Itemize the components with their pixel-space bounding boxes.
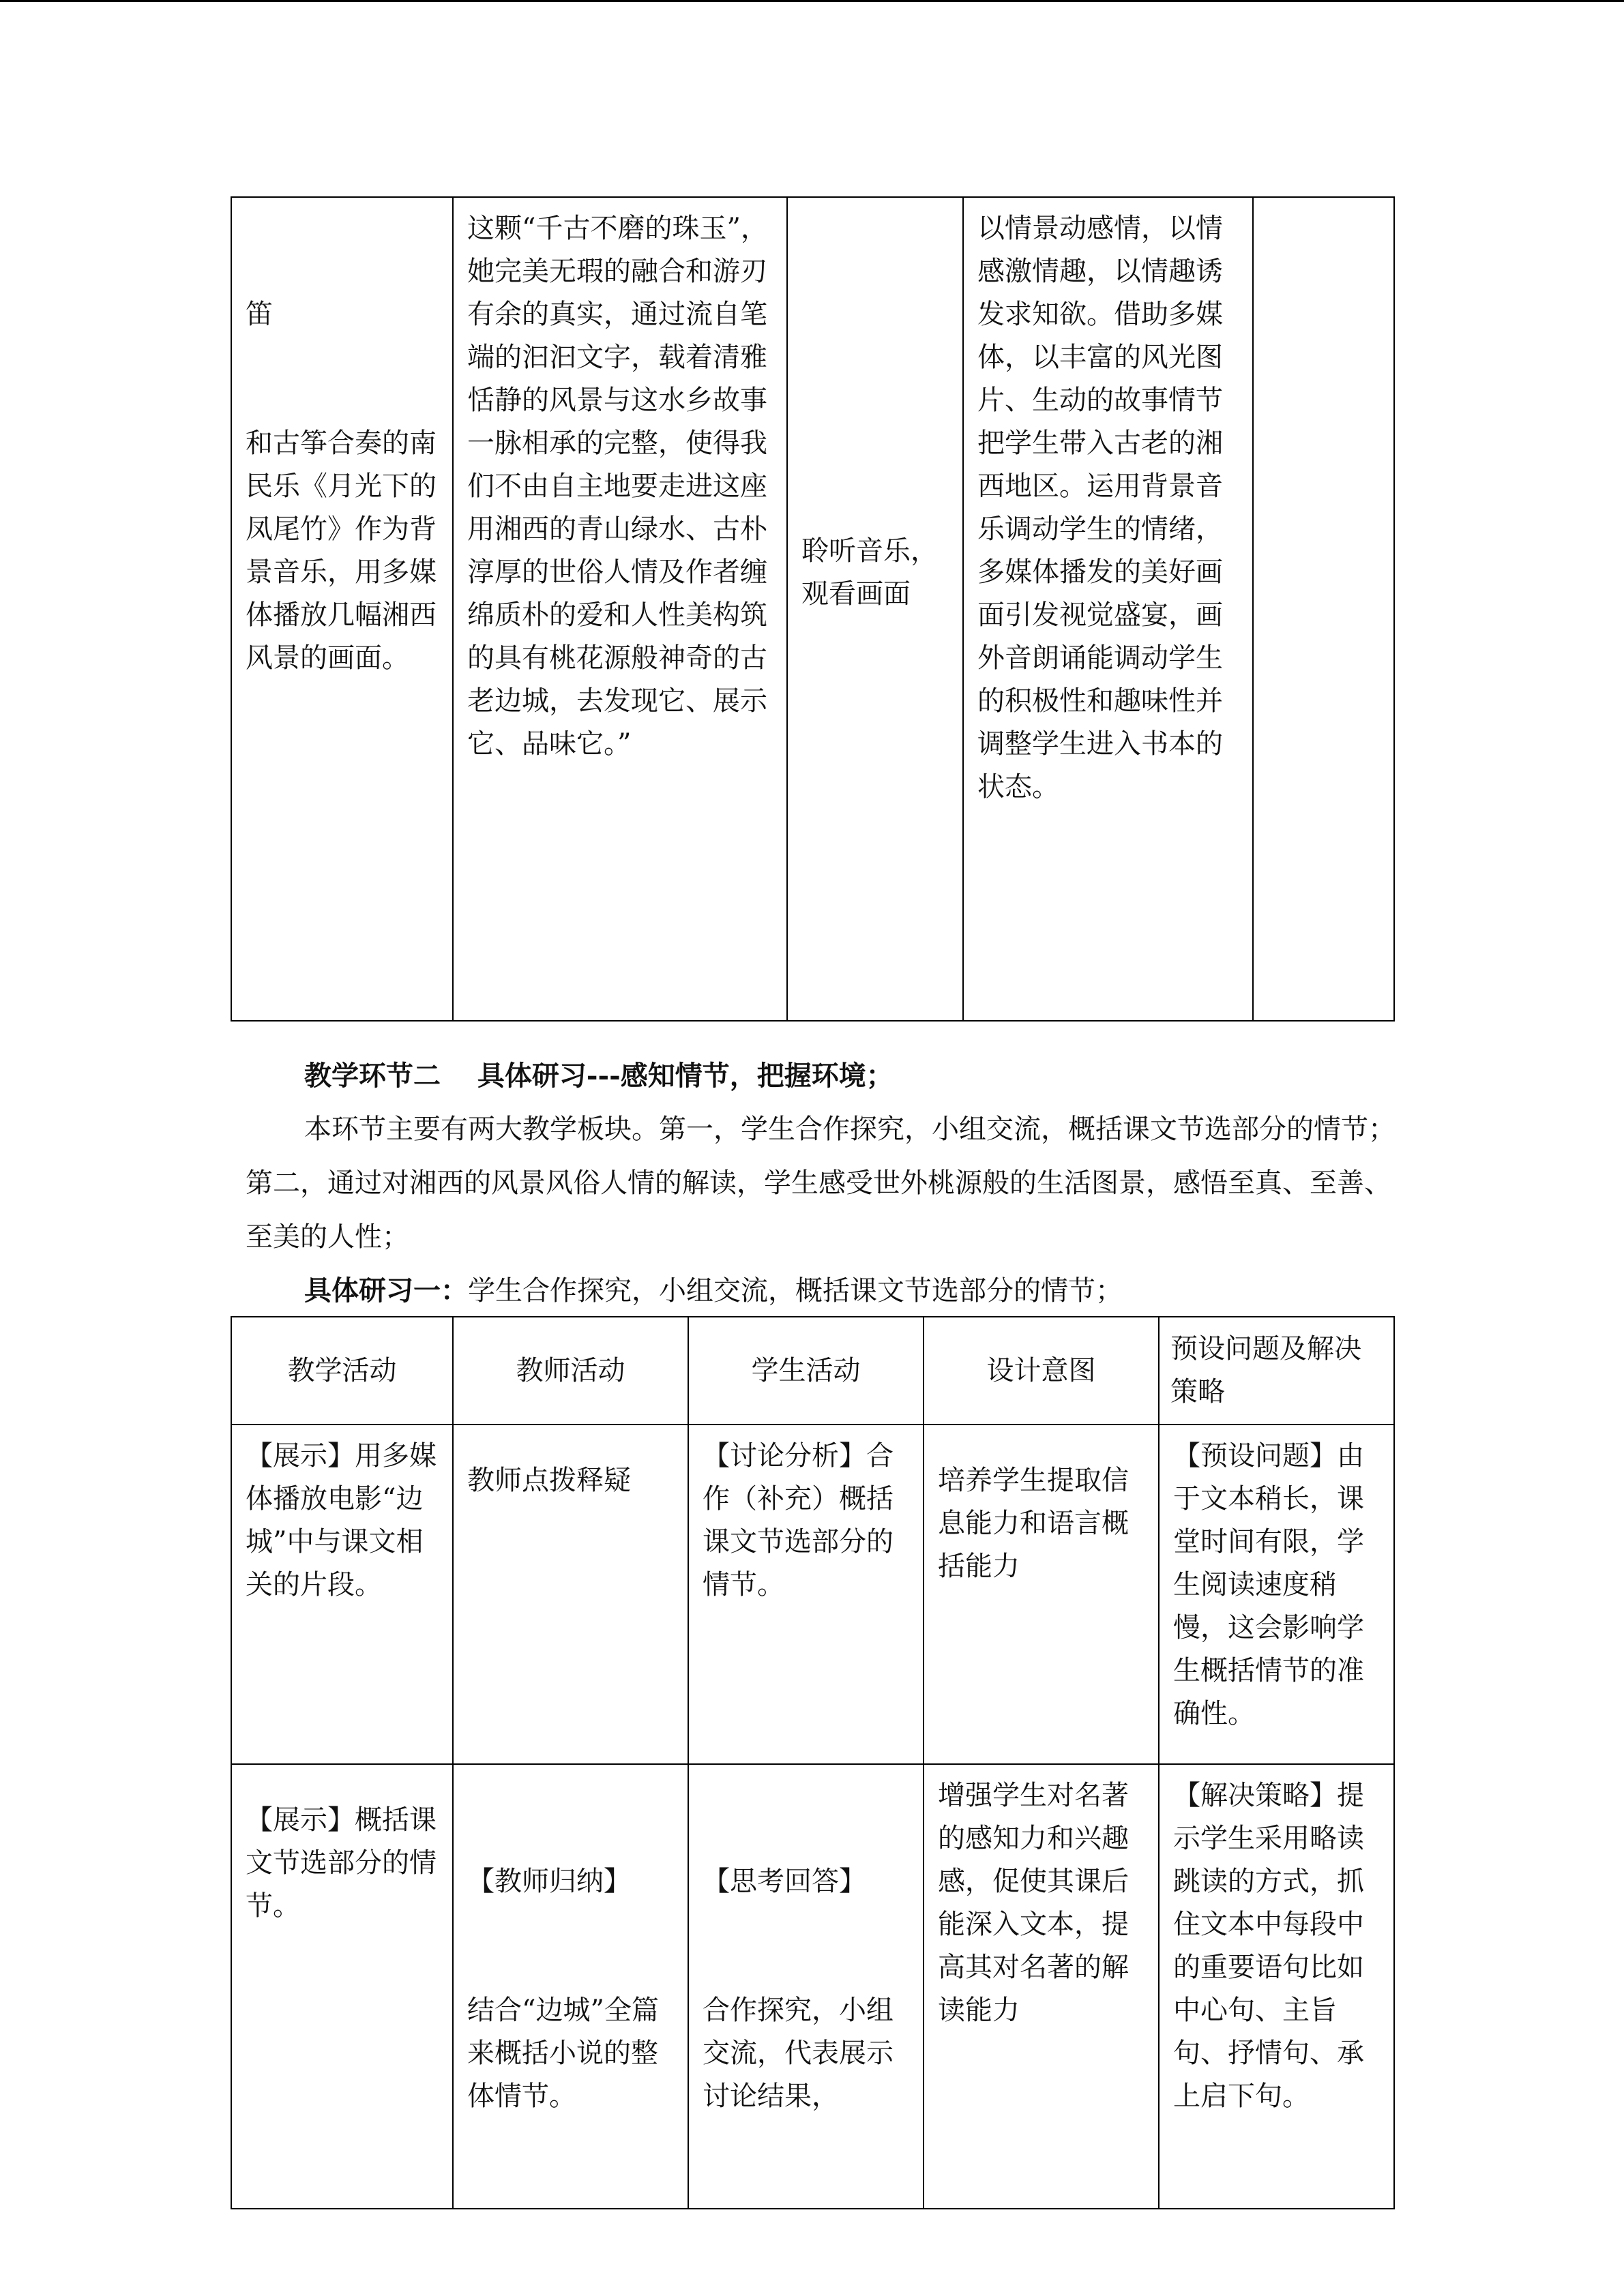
section-heading: 教学环节二 具体研习---感知情节，把握环境； <box>304 1060 894 1092</box>
activity-text-line-2: 和古筝合奏的南民乐《月光下的凤尾竹》作为背景音乐，用多媒体播放几幅湘西风景的画面。 <box>246 428 437 674</box>
table-row <box>231 1425 1394 1764</box>
activity-cell: 【展示】用多媒体播放电影“边城”中与课文相关的片段。 <box>231 1425 453 1764</box>
table-row <box>231 197 1394 1021</box>
student-answer-title: 【思考回答】 <box>703 1866 866 1897</box>
solution-strategy-cell: 【解决策略】提示学生采用略读跳读的方式，抓住文本中每段中的重要语句比如中心句、主旨句、抒情句、承上启下句。 <box>1159 1764 1394 2209</box>
activity-cell: 【展示】概括课文节选部分的情节。 <box>231 1764 453 2209</box>
header-teaching-activity: 教学活动 <box>231 1317 453 1425</box>
header-design-intent: 设计意图 <box>924 1317 1159 1425</box>
activity-text-line-1: 笛 <box>246 299 273 330</box>
design-intent-cell: 以情景动感情，以情感激情趣，以情趣诱发求知欲。借助多媒体，以丰富的风光图片、生动的故事情节把学生带入古老的湘西地区。运用背景音乐调动学生的情绪，多媒体播发的美好画面引发视觉盛宴，画外音朗诵能调动学生的积极性和趣味性并调整学生进入书本的状态。 <box>963 197 1253 1021</box>
teacher-activity-cell <box>453 1764 688 2209</box>
research-one-intro <box>304 1264 1450 1318</box>
teacher-summary-text: 结合“边城”全篇来概括小说的整体情节。 <box>467 1995 659 2112</box>
table-row <box>231 1764 1394 2209</box>
research-one-table <box>231 1316 1395 2209</box>
preset-issue-cell: 【预设问题】由于文本稍长，课堂时间有限，学生阅读速度稍慢，这会影响学生概括情节的准确性。 <box>1159 1425 1394 1764</box>
design-intent-cell: 增强学生对名著的感知力和兴趣感，促使其课后能深入文本，提高其对名著的解读能力 <box>924 1764 1159 2209</box>
research-one-text: 学生合作探究，小组交流，概括课文节选部分的情节； <box>468 1275 1123 1307</box>
student-answer-text: 合作探究，小组交流，代表展示讨论结果， <box>703 1995 894 2112</box>
teacher-activity-cell: 教师点拨释疑 <box>453 1425 688 1764</box>
header-student-activity: 学生活动 <box>688 1317 924 1425</box>
activity-cell <box>231 197 453 1021</box>
student-activity-cell: 聆听音乐，观看画面 <box>787 197 963 1021</box>
design-intent-cell: 培养学生提取信息能力和语言概括能力 <box>924 1425 1159 1764</box>
student-activity-cell: 【讨论分析】合作（补充）概括课文节选部分的情节。 <box>688 1425 924 1764</box>
table-header-row <box>231 1317 1394 1425</box>
research-one-label: 具体研习一： <box>304 1274 468 1307</box>
empty-cell <box>1253 197 1394 1021</box>
header-teacher-activity: 教师活动 <box>453 1317 688 1425</box>
header-preset-issues: 预设问题及解决策略 <box>1159 1317 1394 1425</box>
section-paragraph: 本环节主要有两大教学板块。第一，学生合作探究，小组交流，概括课文节选部分的情节； 第二，通过对湘西的风景风俗人情的解读，学生感受世外桃源般的生活图景，感悟至真、至善、至美的人性； <box>246 1114 1409 1253</box>
page-top-border <box>0 0 1624 2</box>
teacher-summary-title: 【教师归纳】 <box>467 1866 631 1897</box>
teacher-narration-cell: 这颗“千古不磨的珠玉”，她完美无瑕的融合和游刃有余的真实，通过流自笔端的汩汩文字，载着清雅恬静的风景与这水乡故事一脉相承的完整，使得我们不由自主地要走进这座用湘西的青山绿水、古朴淳厚的世俗人情及作者缠绵质朴的爱和人性美构筑的具有桃花源般神奇的古老边城，去发现它、展示它、品味它。” <box>453 197 787 1021</box>
student-activity-cell <box>688 1764 924 2209</box>
intro-activity-table <box>231 196 1395 1022</box>
